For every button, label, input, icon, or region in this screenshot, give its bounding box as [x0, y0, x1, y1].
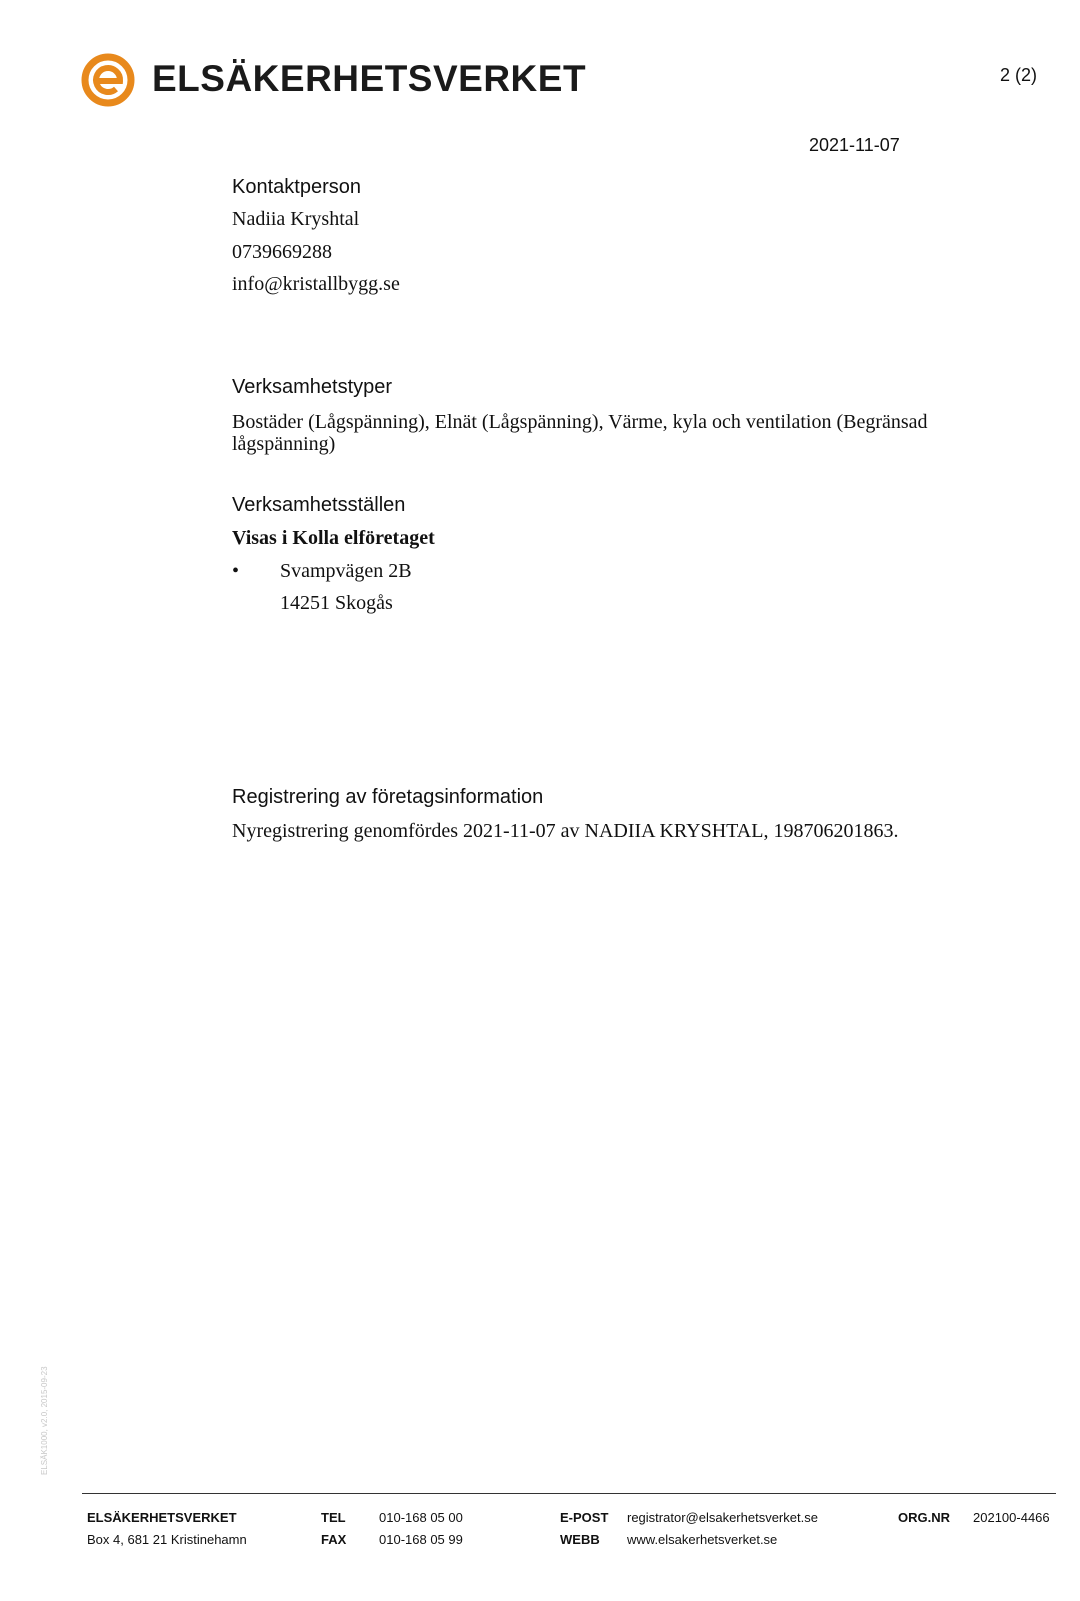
footer-epost: registrator@elsakerhetsverket.se: [627, 1510, 818, 1525]
document-date: 2021-11-07: [809, 135, 900, 155]
contact-email: info@kristallbygg.se: [232, 273, 400, 295]
footer-webb-label: WEBB: [560, 1532, 600, 1547]
place-city: 14251 Skogås: [280, 592, 393, 614]
contact-name: Nadiia Kryshtal: [232, 208, 360, 230]
registration-heading: Registrering av företagsinformation: [232, 786, 544, 808]
registration-text: Nyregistrering genomfördes 2021-11-07 av NADIIA KRYSHTAL, 198706201863.: [232, 820, 899, 842]
document-code: ELSÄK1000, v2.0, 2015-09-23: [40, 1366, 49, 1475]
footer-fax-label: FAX: [321, 1532, 347, 1547]
place-street: Svampvägen 2B: [280, 560, 412, 582]
logo-icon: [80, 52, 136, 108]
contact-heading: Kontaktperson: [232, 176, 361, 198]
list-bullet: •: [232, 560, 240, 582]
footer-org-name: ELSÄKERHETSVERKET: [87, 1510, 237, 1525]
logo-text: ELSÄKERHETSVERKET: [152, 58, 587, 99]
contact-phone: 0739669288: [232, 241, 332, 263]
footer-divider: [82, 1493, 1056, 1494]
footer-address: Box 4, 681 21 Kristinehamn: [87, 1532, 247, 1547]
footer-orgnr-label: ORG.NR: [898, 1510, 950, 1525]
business-types-heading: Verksamhetstyper: [232, 376, 393, 398]
business-types-text: Bostäder (Lågspänning), Elnät (Lågspänning), Värme, kyla och ventilation (Begränsad lågspänning): [232, 411, 928, 455]
footer-webb: www.elsakerhetsverket.se: [627, 1532, 778, 1547]
business-places-subheading: Visas i Kolla elföretaget: [232, 527, 435, 549]
footer-tel: 010-168 05 00: [379, 1510, 463, 1525]
footer-tel-label: TEL: [321, 1510, 346, 1525]
page-number: 2 (2): [1000, 65, 1038, 85]
footer-fax: 010-168 05 99: [379, 1532, 463, 1547]
footer-epost-label: E-POST: [560, 1510, 609, 1525]
footer-orgnr: 202100-4466: [973, 1510, 1050, 1525]
business-places-heading: Verksamhetsställen: [232, 494, 406, 516]
